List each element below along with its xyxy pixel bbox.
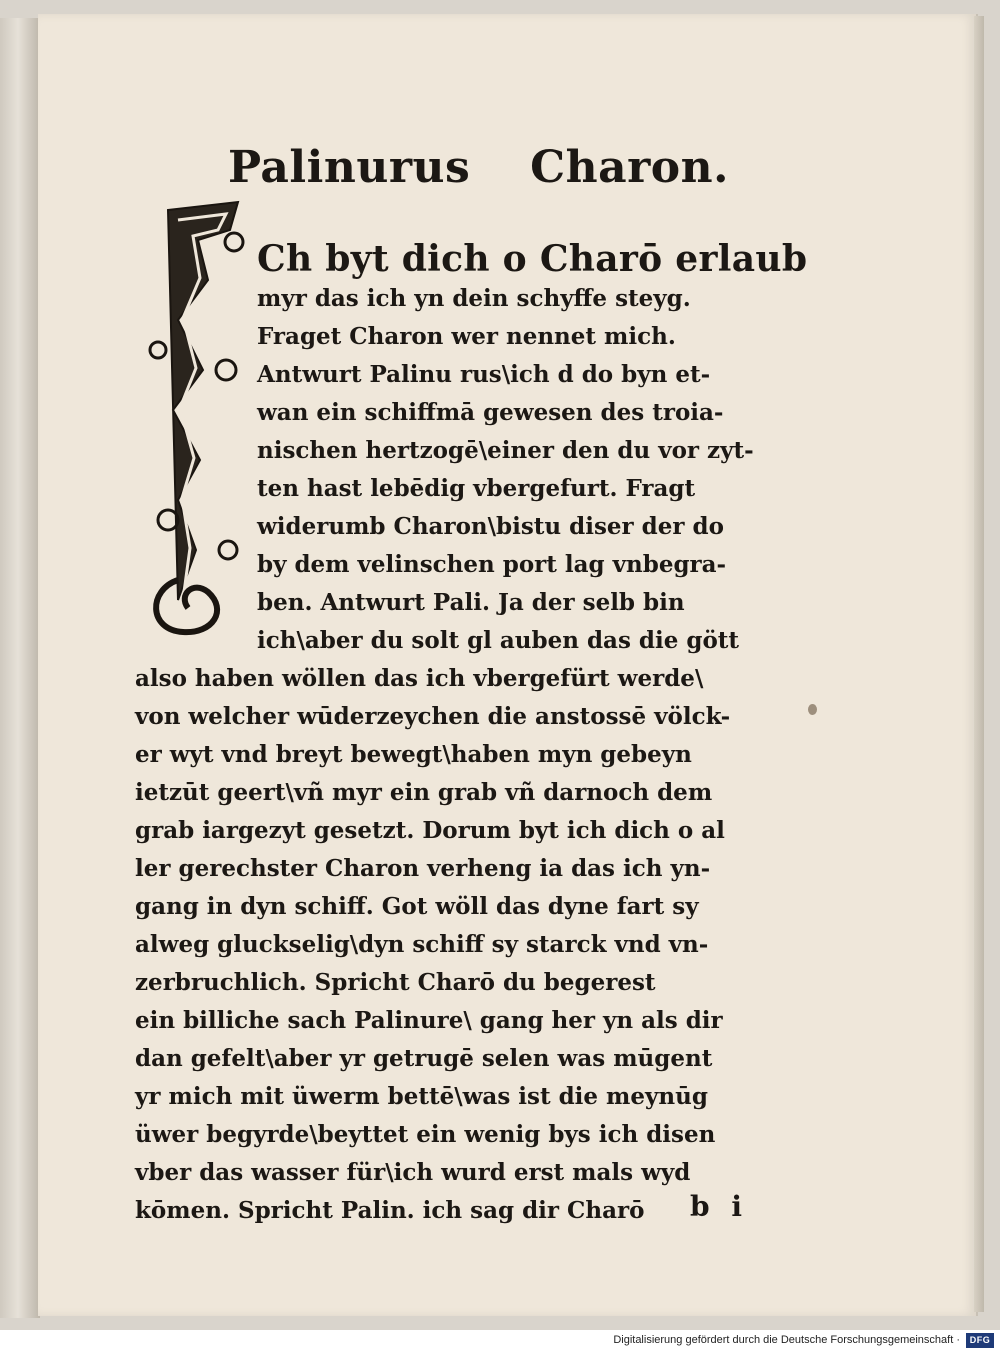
decorated-initial-icon: [138, 200, 250, 640]
text-line: ben. Antwurt Pali. Ja der selb bin: [257, 589, 685, 616]
running-head: Palinurus Charon.: [228, 142, 729, 193]
text-line: kōmen. Spricht Palin. ich sag dir Charō: [135, 1197, 645, 1224]
text-line: wan ein schiffmā gewesen des troia-: [257, 399, 724, 426]
text-line: zerbruchlich. Spricht Charō du begerest: [135, 969, 656, 996]
text-line: by dem velinschen port lag vnbegra-: [257, 551, 727, 578]
text-line: ietzūt geert\vñ myr ein grab vñ darnoch dem: [135, 779, 713, 806]
text-line: er wyt vnd breyt bewegt\haben myn gebeyn: [135, 741, 692, 768]
ink-stain: [808, 704, 817, 715]
text-line: ich\aber du solt gl auben das die gött: [257, 627, 740, 654]
text-line: grab iargezyt gesetzt. Dorum byt ich dich o al: [135, 817, 725, 844]
funding-credit: Digitalisierung gefördert durch die Deutsche Forschungsgemeinschaft ·: [613, 1334, 960, 1346]
book-spine: [0, 18, 40, 1318]
text-line: yr mich mit üwerm bettē\was ist die meynūg: [135, 1083, 708, 1110]
text-line: nischen hertzogē\einer den du vor zyt-: [257, 437, 754, 464]
text-line: vber das wasser für\ich wurd erst mals wyd: [135, 1159, 691, 1186]
text-line: dan gefelt\aber yr getrugē selen was mūgent: [135, 1045, 713, 1072]
text-line: widerumb Charon\bistu diser der do: [257, 513, 724, 540]
text-line: ein billiche sach Palinure\ gang her yn als dir: [135, 1007, 723, 1034]
text-line: gang in dyn schiff. Got wöll das dyne fart sy: [135, 893, 699, 920]
text-line: Antwurt Palinu rus\ich d do byn et-: [257, 361, 711, 388]
signature-mark: b i: [690, 1190, 742, 1223]
text-line: üwer begyrde\beyttet ein wenig bys ich disen: [135, 1121, 716, 1148]
text-line: Fraget Charon wer nennet mich.: [257, 323, 676, 350]
text-line: Ch byt dich o Charō erlaub: [257, 238, 808, 280]
text-line: von welcher wūderzeychen die anstossē völck-: [135, 703, 731, 730]
text-line: ler gerechster Charon verheng ia das ich yn-: [135, 855, 711, 882]
footer-bar: [0, 1330, 1000, 1352]
text-line: alweg gluckselig\dyn schiff sy starck vnd vn-: [135, 931, 709, 958]
text-line: also haben wöllen das ich vbergefürt werde\: [135, 665, 704, 692]
text-line: ten hast lebēdig vbergefurt. Fragt: [257, 475, 696, 502]
page-edge: [974, 16, 984, 1312]
text-line: myr das ich yn dein schyffe steyg.: [257, 285, 691, 312]
dfg-logo-icon: DFG: [966, 1333, 994, 1348]
